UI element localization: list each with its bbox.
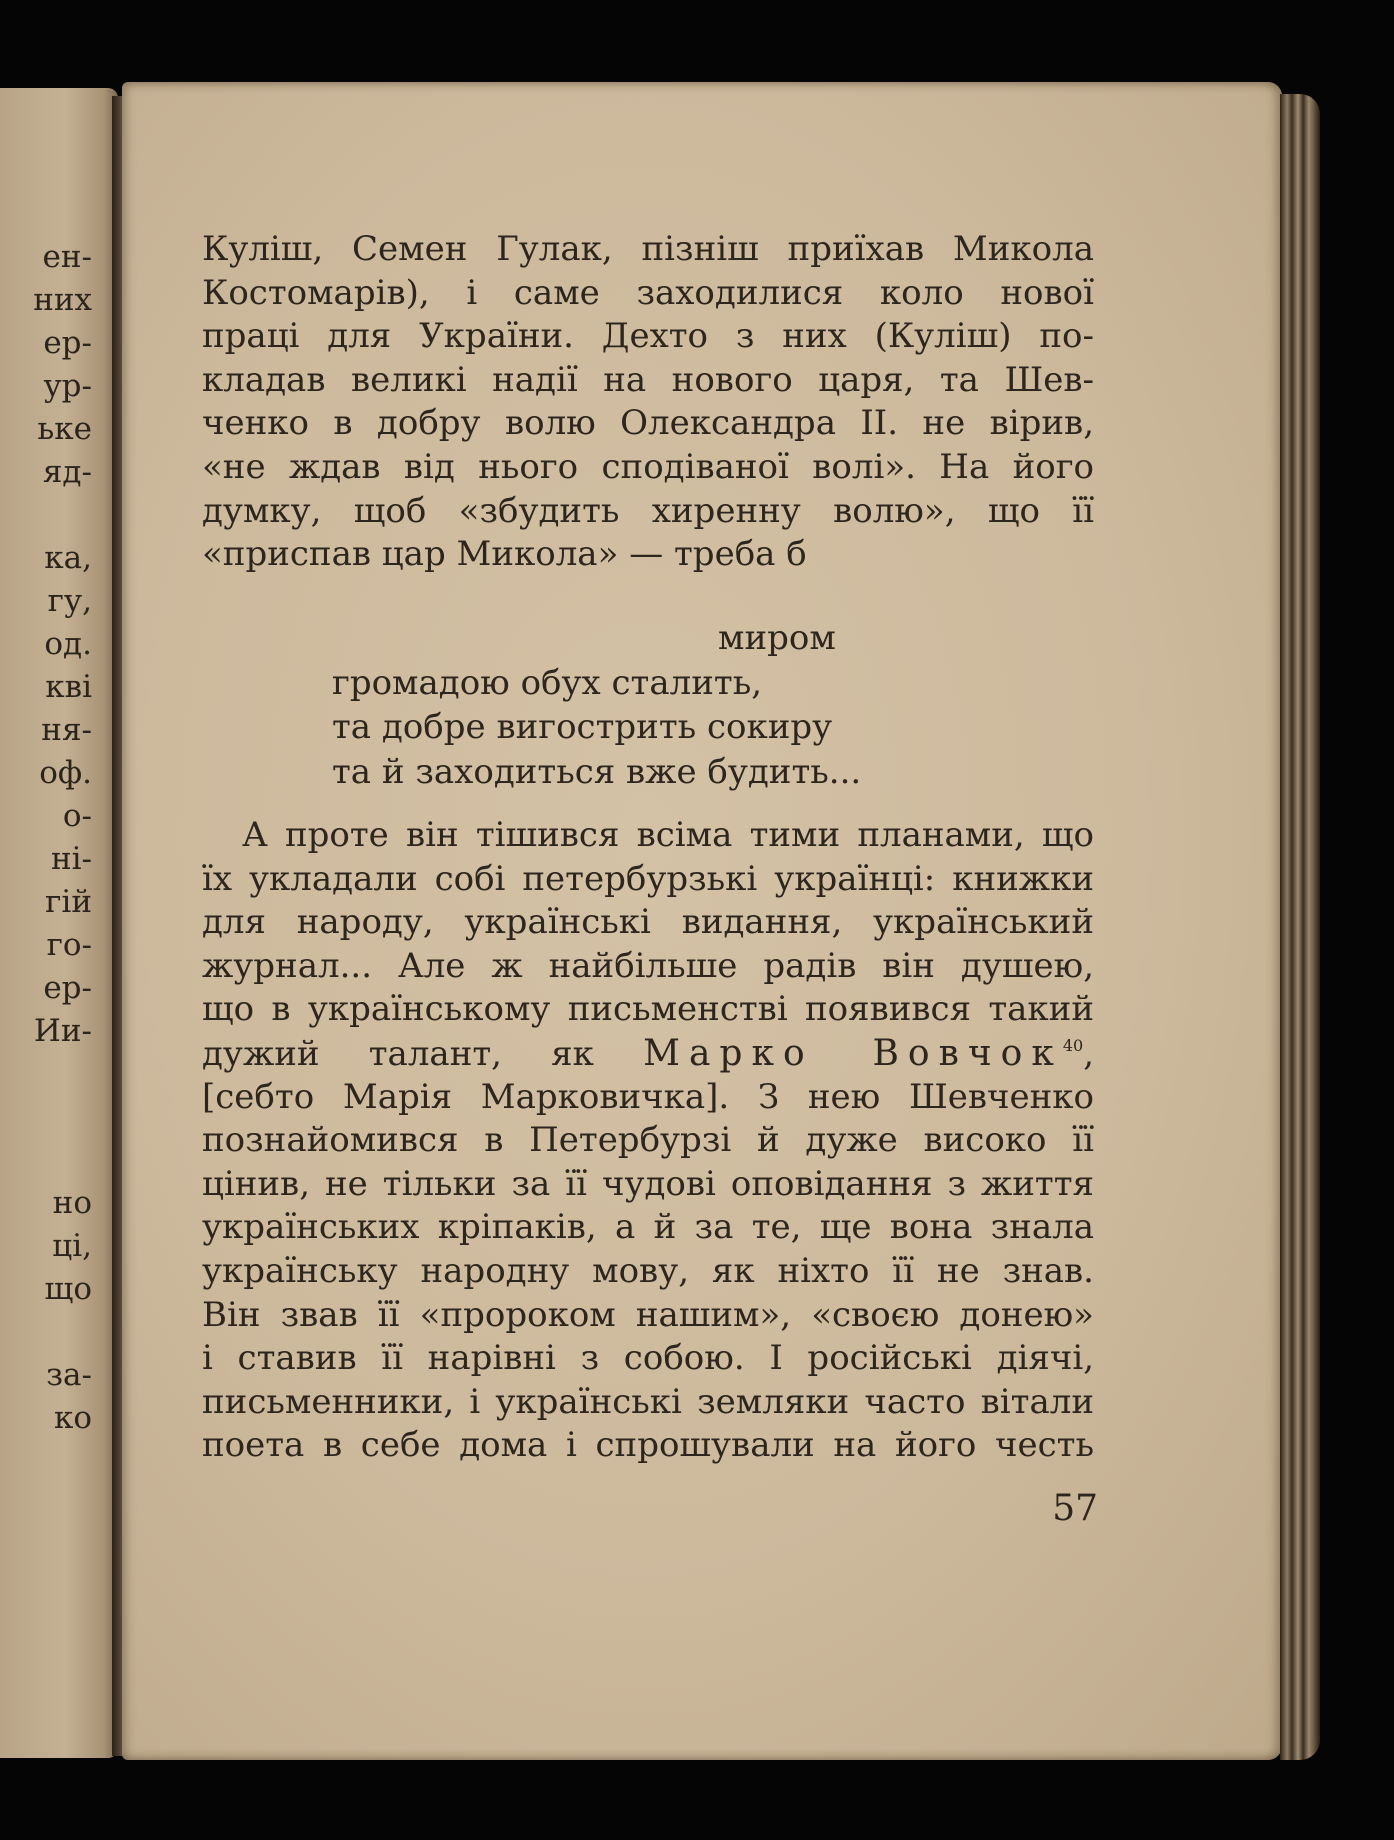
text-line: думку, щоб «збудить хиренну волю», що її: [202, 490, 1094, 531]
previous-page-fragment: кві: [45, 669, 92, 705]
previous-page-fragment: них: [33, 282, 92, 318]
previous-page-fragment: го-: [46, 927, 92, 963]
previous-page-fragment: гу,: [47, 583, 92, 619]
previous-page-fragment: [0, 1096, 92, 1139]
text-line: «приспав цар Микола» — треба б: [202, 534, 807, 575]
text-line: Він звав її «пророком нашим», «своєю донею»: [202, 1294, 1094, 1335]
previous-page-fragment: но: [52, 1185, 92, 1221]
poem-line: миром: [718, 618, 836, 658]
previous-page-fragment: [0, 1053, 92, 1096]
previous-page-fragment: Ии-: [33, 1013, 92, 1049]
previous-page-fragment: ьке: [37, 411, 92, 447]
previous-page-fragment: од.: [44, 626, 92, 662]
previous-page-fragment: яд-: [42, 454, 92, 490]
text-line: Куліш, Семен Гулак, пізніш приїхав Микола: [202, 229, 1094, 269]
line-prefix: дужий талант, як: [202, 1033, 644, 1074]
text-line: ченко в добру волю Олександра II. не вірив,: [202, 403, 1094, 444]
previous-page-fragment: ер-: [43, 970, 92, 1006]
text-line: для народу, українські видання, український: [202, 902, 1094, 943]
text-line: українську народну мову, як ніхто її не знав.: [202, 1250, 1094, 1291]
previous-page-fragment: ка,: [44, 540, 92, 576]
text-line: і ставив її нарівні з собою. І російські діячі,: [202, 1338, 1094, 1379]
previous-page-text: [0, 236, 92, 1440]
text-line: [себто Марія Марковичка]. З нею Шевченко: [202, 1076, 1094, 1117]
poem-line: та й заходиться вже будить...: [332, 751, 862, 792]
previous-page-fragment: о-: [62, 798, 92, 834]
text-line: познайомився в Петербурзі й дуже високо її: [202, 1120, 1094, 1161]
poem-quote: [332, 616, 861, 794]
text-line: «не ждав від нього сподіваної волі». На його: [202, 446, 1094, 487]
page-edges: [1280, 94, 1320, 1760]
line-suffix: ,: [1083, 1033, 1095, 1074]
text-line: Костомарів), і саме заходилися коло нової: [202, 272, 1094, 313]
text-line: журнал... Але ж найбільше радів він душею,: [202, 945, 1094, 986]
text-line: письменники, і українські земляки часто вітали: [202, 1381, 1094, 1422]
poem-line: та добре вигострить сокиру: [332, 707, 833, 747]
previous-page-fragment: ні-: [50, 841, 92, 877]
text-line: кладав великі надії на нового царя, та Шев-: [202, 359, 1094, 400]
text-line: українських кріпаків, а й за те, ще вона знала: [202, 1207, 1094, 1248]
paragraph-2: [202, 814, 1094, 1468]
previous-page-fragment: ня-: [41, 712, 92, 748]
previous-page-fragment: що: [44, 1271, 92, 1307]
previous-page-fragment: [0, 494, 92, 537]
previous-page-fragment: ер-: [43, 325, 92, 361]
previous-page-fragment: оф.: [39, 755, 92, 791]
poem-line: громадою обух сталить,: [332, 662, 763, 703]
footnote-ref: 40: [1062, 1035, 1084, 1055]
paragraph-1: [202, 228, 1094, 577]
previous-page-fragment: ко: [53, 1400, 92, 1436]
text-line: А проте він тішився всіма тими планами, що: [242, 815, 1094, 855]
text-line: їх укладали собі петербурзькі українці: книжки: [202, 858, 1094, 899]
previous-page-fragment: за-: [46, 1357, 92, 1393]
previous-page-fragment: ен-: [42, 239, 92, 275]
text-line: праці для України. Дехто з них (Куліш) по-: [202, 316, 1094, 357]
text-line: поета в себе дома і спрошували на його честь: [202, 1425, 1094, 1466]
author-name: Марко Вовчок: [643, 1032, 1063, 1074]
page-number: 57: [1052, 1488, 1098, 1529]
previous-page-fragment: [0, 1139, 92, 1182]
previous-page-fragment: ці,: [52, 1228, 92, 1264]
previous-page-fragment: ур-: [43, 368, 92, 404]
text-line: що в українському письменстві появився такий: [202, 989, 1094, 1030]
text-line-with-name: [202, 1032, 1094, 1076]
previous-page-fragment: [0, 1311, 92, 1354]
previous-page-fragment: гій: [45, 884, 92, 920]
text-line: цінив, не тільки за її чудові оповідання з життя: [202, 1163, 1094, 1204]
